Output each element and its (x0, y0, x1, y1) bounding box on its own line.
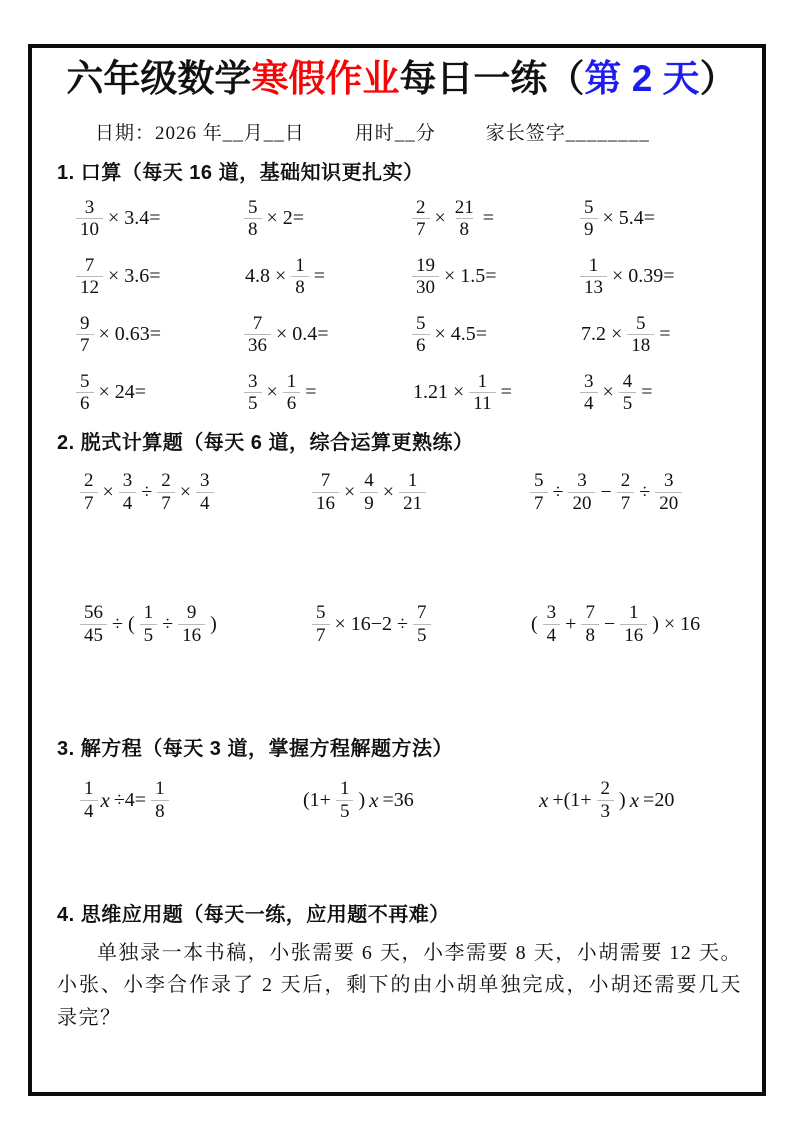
math-problem (410, 310, 578, 359)
fraction-numerator: 3 (248, 370, 258, 392)
fraction-numerator: 1 (628, 602, 639, 624)
math-text: ÷ (639, 480, 651, 503)
fraction-denominator: 6 (76, 392, 94, 414)
fraction-denominator: 11 (469, 392, 495, 414)
fraction (312, 470, 339, 514)
fraction-denominator: 45 (80, 624, 107, 646)
fraction-denominator: 7 (530, 492, 548, 514)
fraction (151, 778, 169, 822)
fraction (568, 470, 595, 514)
fraction-numerator: 3 (546, 602, 557, 624)
fraction (76, 371, 94, 415)
fraction-denominator: 5 (619, 392, 637, 414)
fraction (469, 371, 495, 415)
math-text: − (600, 480, 612, 503)
fraction (580, 197, 598, 241)
fraction-denominator: 4 (80, 800, 98, 822)
math-text: ) (358, 788, 366, 811)
math-text: = (641, 381, 653, 404)
section-1-problems (57, 194, 746, 417)
fraction (244, 197, 262, 241)
fraction (119, 470, 137, 514)
section-4-heading: 4. 思维应用题（每天一练，应用题不再难） (57, 904, 450, 927)
math-problem (410, 252, 578, 301)
math-problem (578, 368, 746, 417)
math-problem (578, 252, 746, 301)
fraction-numerator: 7 (252, 312, 263, 334)
math-problem (300, 774, 538, 826)
math-text: = (313, 265, 326, 288)
fraction-denominator: 8 (151, 800, 169, 822)
fraction-numerator: 2 (600, 778, 611, 800)
fraction (360, 470, 378, 514)
fraction (312, 602, 330, 646)
fraction (451, 197, 478, 241)
math-text: = (500, 381, 512, 404)
title-paren-open: （ (547, 58, 585, 99)
fraction-numerator: 1 (143, 602, 154, 624)
fraction-denominator: 18 (627, 334, 654, 356)
math-text: × (382, 480, 395, 503)
fraction-denominator: 5 (336, 800, 354, 822)
math-problem (538, 774, 746, 826)
fraction-numerator: 1 (477, 370, 488, 392)
signature-field: 家长签字________ (485, 123, 650, 145)
math-problem (74, 194, 242, 243)
fraction (580, 371, 598, 415)
fraction (76, 313, 94, 357)
title-part-grade: 六年级数学 (66, 58, 252, 99)
math-text: × 2= (266, 207, 305, 230)
math-text: × (266, 381, 278, 404)
fraction-denominator: 30 (412, 276, 439, 298)
fraction (580, 255, 607, 299)
math-problem (78, 466, 310, 518)
fraction (76, 197, 103, 241)
math-problem (74, 310, 242, 359)
section-2-problems (57, 466, 746, 650)
variable-x: x (369, 787, 379, 812)
math-text: × (102, 480, 114, 503)
title-part-winter-homework: 寒假作业 (251, 58, 400, 99)
fraction-denominator: 4 (196, 492, 214, 514)
math-problem (528, 598, 746, 650)
fraction (80, 778, 98, 822)
section-1-heading: 1. 口算（每天 16 道，基础知识更扎实） (57, 162, 424, 185)
fraction-numerator: 7 (417, 602, 427, 624)
page-title (57, 55, 746, 103)
fraction (619, 371, 637, 415)
math-text: 7.2 × (581, 323, 623, 346)
info-line (57, 118, 746, 145)
fraction-denominator: 4 (543, 624, 561, 646)
fraction-numerator: 5 (416, 312, 426, 334)
fraction-numerator: 7 (585, 602, 595, 624)
fraction-denominator: 8 (456, 218, 474, 240)
fraction-denominator: 20 (655, 492, 682, 514)
fraction (597, 778, 615, 822)
math-text: ÷ (141, 480, 153, 503)
fraction-denominator: 16 (620, 624, 647, 646)
math-text: ÷ (162, 612, 174, 635)
title-part-daily-practice: 每日一练 (399, 58, 548, 99)
fraction-denominator: 5 (413, 624, 431, 646)
fraction-denominator: 36 (244, 334, 271, 356)
math-text: × (344, 480, 356, 503)
fraction-denominator: 20 (568, 492, 595, 514)
fraction-numerator: 2 (416, 196, 426, 218)
fraction-denominator: 7 (80, 492, 98, 514)
fraction (80, 470, 98, 514)
fraction-numerator: 2 (84, 470, 94, 492)
fraction-numerator: 7 (84, 254, 95, 276)
fraction-numerator: 1 (84, 778, 94, 800)
section-3-problems (57, 774, 746, 826)
fraction (178, 602, 205, 646)
fraction-denominator: 13 (580, 276, 607, 298)
fraction (620, 602, 647, 646)
math-text: =20 (643, 788, 675, 811)
fraction-denominator: 7 (617, 492, 635, 514)
fraction-numerator: 5 (534, 470, 544, 492)
fraction-numerator: 9 (186, 602, 197, 624)
fraction-denominator: 4 (119, 492, 137, 514)
fraction-denominator: 4 (580, 392, 598, 414)
variable-x: x (100, 787, 110, 812)
fraction-denominator: 5 (244, 392, 262, 414)
math-text: × 0.39= (612, 265, 675, 288)
fraction (413, 602, 431, 646)
math-text: ( (531, 612, 538, 635)
math-problem (410, 194, 578, 243)
math-text: × (434, 207, 446, 230)
fraction (617, 470, 635, 514)
math-text: × 0.4= (276, 323, 329, 346)
section-3-heading: 3. 解方程（每天 3 道，掌握方程解题方法） (57, 738, 453, 761)
math-text: × 24= (98, 381, 147, 404)
fraction-denominator: 7 (412, 218, 430, 240)
fraction-numerator: 4 (364, 470, 374, 492)
math-problem (242, 252, 410, 301)
math-problem (528, 466, 746, 518)
title-paren-close: ） (699, 58, 737, 99)
math-text: ) (210, 612, 217, 635)
worksheet-frame (28, 44, 766, 1096)
fraction (530, 470, 548, 514)
math-text: × 16−2 ÷ (334, 612, 409, 635)
fraction (581, 602, 599, 646)
fraction-numerator: 4 (622, 370, 633, 392)
fraction-numerator: 2 (620, 470, 631, 492)
math-text: ÷4= (113, 788, 147, 811)
math-text: 1.21 × (413, 381, 465, 404)
fraction (196, 470, 214, 514)
math-text: × (179, 480, 192, 503)
fraction-numerator: 2 (161, 470, 171, 492)
fraction (399, 470, 426, 514)
fraction-denominator: 7 (76, 334, 94, 356)
fraction-numerator: 3 (122, 470, 133, 492)
fraction (412, 197, 430, 241)
fraction (543, 602, 561, 646)
fraction-denominator: 21 (399, 492, 426, 514)
fraction (336, 778, 354, 822)
fraction (655, 470, 682, 514)
math-problem (242, 310, 410, 359)
fraction-denominator: 16 (178, 624, 205, 646)
math-text: = (659, 323, 671, 346)
variable-x: x (539, 787, 549, 812)
fraction-numerator: 9 (80, 312, 90, 334)
date-field: 日期：2026 年__月__日 (95, 123, 305, 145)
math-text: × 3.4= (108, 207, 161, 230)
fraction-numerator: 21 (454, 196, 474, 218)
math-text: ) × 16 (652, 612, 701, 635)
fraction-numerator: 5 (584, 196, 594, 218)
math-problem (78, 774, 300, 826)
fraction (157, 470, 175, 514)
fraction (140, 602, 158, 646)
math-text: ÷ ( (112, 612, 135, 635)
math-text: × 0.63= (98, 323, 162, 346)
math-text: +(1+ (552, 788, 592, 811)
time-field: 用时__分 (354, 123, 436, 145)
math-problem (74, 368, 242, 417)
math-problem (74, 252, 242, 301)
fraction-denominator: 12 (76, 276, 103, 298)
math-problem (242, 368, 410, 417)
fraction-numerator: 5 (80, 370, 90, 392)
fraction-denominator: 8 (291, 276, 309, 298)
fraction-numerator: 5 (316, 602, 326, 624)
fraction-numerator: 19 (416, 254, 435, 276)
fraction-numerator: 5 (636, 312, 646, 334)
fraction (80, 602, 107, 646)
math-text: × (602, 381, 614, 404)
fraction (244, 313, 271, 357)
fraction-denominator: 8 (581, 624, 599, 646)
fraction-denominator: 16 (312, 492, 339, 514)
fraction-numerator: 3 (577, 470, 587, 492)
fraction-denominator: 6 (283, 392, 301, 414)
fraction-numerator: 3 (84, 196, 95, 218)
math-text: =36 (382, 788, 414, 811)
math-problem (578, 194, 746, 243)
math-text: × 4.5= (434, 323, 488, 346)
math-text: = (482, 207, 495, 230)
fraction-numerator: 1 (339, 778, 350, 800)
word-problem-text: 单独录一本书稿，小张需要 6 天，小李需要 8 天，小胡需要 12 天。小张、小李合作录了 2 天后，剩下的由小胡单独完成，小胡还需要几天录完？ (57, 942, 742, 1029)
fraction (291, 255, 309, 299)
fraction-denominator: 9 (580, 218, 598, 240)
math-text: = (305, 381, 317, 404)
math-text: ÷ (552, 480, 564, 503)
fraction-numerator: 1 (588, 254, 599, 276)
fraction-denominator: 5 (140, 624, 158, 646)
math-text: + (565, 612, 577, 635)
fraction-denominator: 10 (76, 218, 103, 240)
math-problem (410, 368, 578, 417)
fraction-numerator: 7 (320, 470, 331, 492)
fraction-numerator: 56 (84, 602, 103, 624)
math-text: 4.8 × (245, 265, 287, 288)
fraction-numerator: 5 (248, 196, 258, 218)
fraction-numerator: 1 (155, 778, 165, 800)
fraction-numerator: 1 (295, 254, 305, 276)
fraction-numerator: 3 (584, 370, 594, 392)
title-part-day-number: 第 2 天 (584, 58, 700, 99)
fraction-denominator: 8 (244, 218, 262, 240)
math-text: − (603, 612, 616, 635)
fraction-numerator: 3 (200, 470, 210, 492)
variable-x: x (629, 787, 640, 812)
fraction (244, 371, 262, 415)
fraction (627, 313, 654, 357)
fraction-denominator: 9 (360, 492, 378, 514)
math-text: (1+ (303, 788, 331, 811)
fraction (412, 255, 439, 299)
math-problem (310, 598, 528, 650)
fraction-numerator: 3 (664, 470, 674, 492)
math-text: ) (619, 788, 626, 811)
fraction-denominator: 7 (312, 624, 330, 646)
math-text: × 5.4= (602, 207, 656, 230)
fraction (76, 255, 103, 299)
fraction-denominator: 7 (157, 492, 175, 514)
fraction-numerator: 1 (286, 370, 297, 392)
math-text: × 1.5= (444, 265, 497, 288)
math-problem (310, 466, 528, 518)
math-text: × 3.6= (108, 265, 161, 288)
fraction-denominator: 3 (597, 800, 615, 822)
math-problem (242, 194, 410, 243)
fraction-denominator: 6 (412, 334, 430, 356)
fraction-numerator: 1 (407, 470, 418, 492)
fraction (412, 313, 430, 357)
math-problem (578, 310, 746, 359)
fraction (283, 371, 301, 415)
math-problem (78, 598, 310, 650)
section-2-heading: 2. 脱式计算题（每天 6 道，综合运算更熟练） (57, 432, 474, 455)
